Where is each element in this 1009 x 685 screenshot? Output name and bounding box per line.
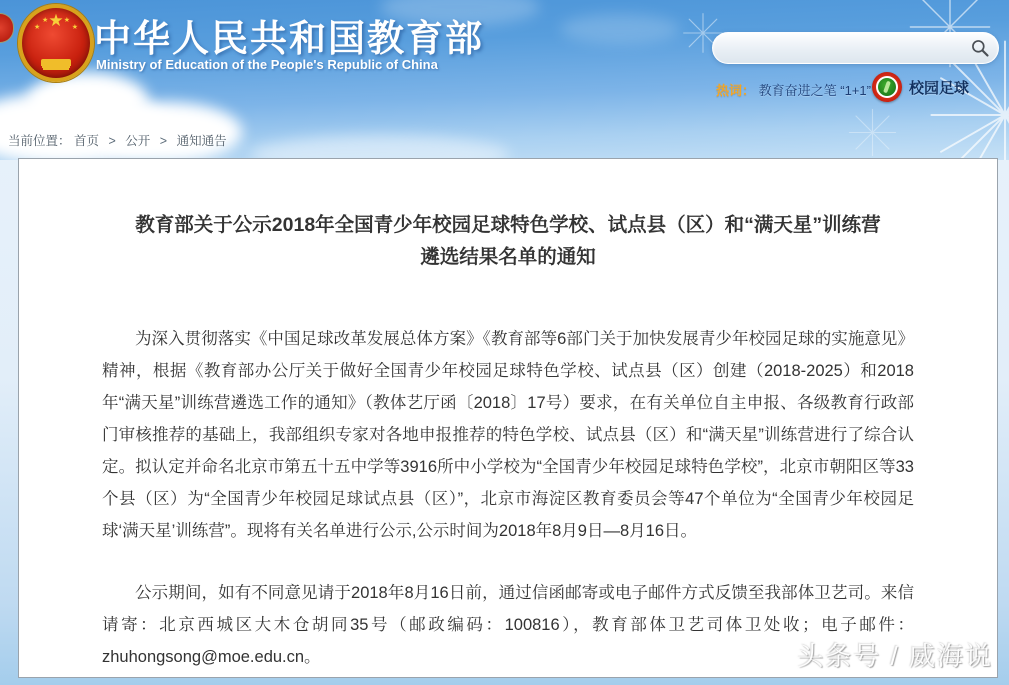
site-title: 中华人民共和国教育部 (94, 18, 484, 59)
site-subtitle: Ministry of Education of the People's Republic of China (96, 57, 438, 72)
cloud (250, 135, 510, 160)
emblem-star-icon: ★ (34, 24, 41, 31)
emblem-star-icon: ★ (42, 17, 49, 24)
emblem-star-icon: ★ (71, 24, 78, 31)
hot-words-label: 热词： (716, 83, 756, 98)
document-title (102, 159, 914, 273)
emblem-gate-icon (41, 59, 71, 66)
document-paragraph-2: 公示期间，如有不同意见请于2018年8月16日前，通过信函邮寄或电子邮件方式反馈至我部体卫艺司。来信请寄：北京西城区大木仓胡同35号（邮政编码：100816），教育部体卫艺司体卫处收；电子邮件：zhuhongsong@moe.edu.cn。 (102, 584, 914, 666)
emblem-star-icon: ★ (48, 11, 64, 30)
breadcrumb-item-public[interactable]: 公开 (125, 134, 151, 148)
breadcrumb-separator: > (159, 134, 168, 148)
hot-word-link[interactable]: 教育奋进之笔 “1+1” (758, 83, 871, 98)
search-input[interactable] (725, 36, 964, 62)
document-panel (18, 158, 998, 678)
breadcrumb (8, 131, 227, 149)
cloud (560, 14, 680, 44)
breadcrumb-separator: > (108, 134, 116, 148)
document-body (102, 323, 914, 673)
national-emblem-logo[interactable] (18, 4, 94, 82)
document-paragraph-1: 为深入贯彻落实《中国足球改革发展总体方案》《教育部等6部门关于加快发展青少年校园足球的实施意见》精神，根据《教育部办公厅关于做好全国青少年校园足球特色学校、试点县（区）创建（2018-2025）和2018年“满天星”训练营遴选工作的通知》（教体艺厅函〔2018〕17号）要求，在有关单位自主申报、各级教育行政部门审核推荐的基础上，我部组织专家对各地申报推荐的特色学校、试点县（区）和“满天星”训练营进行了综合认定。拟认定并命名北京市第五十五中学等3916所中小学校为“全国青少年校园足球特色学校”，北京市朝阳区等33个县（区）为“全国青少年校园足球试点县（区）”，北京市海淀区教育委员会等47个单位为“全国青少年校园足球‘满天星’训练营”。现将有关名单进行公示,公示时间为2018年8月9日—8月16日。 (102, 330, 914, 540)
document-title-line2: 遴选结果名单的通知 (420, 246, 596, 268)
dandelion-decoration (845, 105, 900, 160)
emblem-star-icon: ★ (63, 17, 70, 24)
search-icon[interactable] (970, 38, 990, 58)
corner-emblem-fragment (0, 14, 13, 42)
breadcrumb-item-notices[interactable]: 通知通告 (176, 134, 227, 148)
hot-words-row (716, 80, 871, 99)
campus-football-link[interactable] (872, 72, 969, 102)
document-title-line1: 教育部关于公示2018年全国青少年校园足球特色学校、试点县（区）和“满天星”训练营 (135, 214, 881, 236)
breadcrumb-label: 当前位置： (8, 134, 71, 148)
breadcrumb-item-home[interactable]: 首页 (74, 134, 100, 148)
watermark: 头条号 / 威海说 (797, 641, 993, 671)
campus-football-label: 校园足球 (909, 79, 970, 97)
search-box (712, 32, 999, 64)
campus-football-badge-icon (872, 72, 902, 102)
